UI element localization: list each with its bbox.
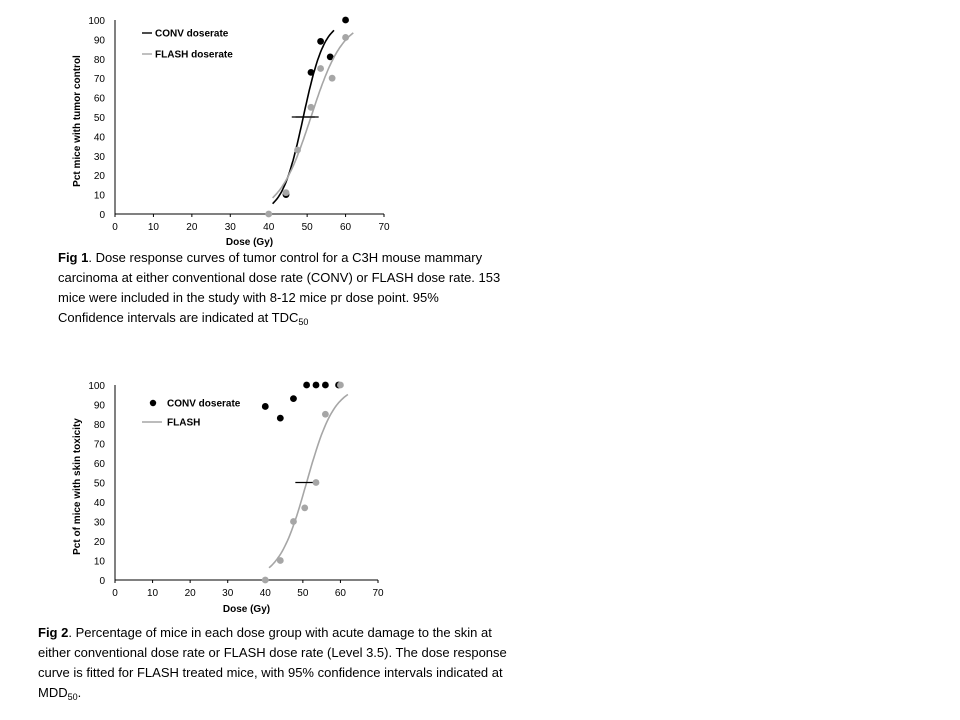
fig1-caption-text: . Dose response curves of tumor control for a C3H mouse mammary carcinoma at either conventional dose rate (CONV) or FLASH dose rate. 153 mice were included in the study with 8-12 mice pr dose point. 95% Confidence intervals are indicated at TDC [58, 250, 501, 325]
fig1-x-tick-label: 0 [112, 222, 118, 233]
fig2-caption-suffix: . [77, 685, 82, 700]
fig1-x-tick-label: 30 [224, 222, 236, 233]
fig2-y-axis-label: Pct of mice with skin toxicity [72, 418, 83, 555]
fig1-x-tick-label: 40 [263, 222, 275, 233]
fig1-y-tick-label: 90 [93, 35, 105, 47]
fig2-series-conv-point [313, 382, 320, 389]
fig1-series-flash-point [283, 189, 290, 196]
fig1-caption-subscript: 50 [298, 317, 309, 327]
fig1-x-tick-label: 50 [301, 222, 313, 233]
fig1-y-tick-label: 50 [93, 113, 105, 124]
fig2-series-flash-point [322, 411, 329, 418]
fig2-y-tick-label: 80 [93, 420, 105, 431]
fig2-series-flash-point [337, 382, 344, 389]
fig1-y-tick-label: 40 [93, 132, 105, 144]
fig1-series-conv-point [342, 17, 349, 24]
fig2-caption-text: . Percentage of mice in each dose group with acute damage to the skin at either conventional dose rate or FLASH dose rate (Level 3.5). The dose response curve is fitted for FLASH treated mice, with 95% confidence intervals indicated at MDD [38, 625, 507, 700]
fig2-series-flash-point [313, 479, 320, 486]
fig2-y-tick-label: 100 [88, 381, 105, 392]
fig2-y-tick-label: 90 [93, 400, 105, 412]
fig2-x-tick-label: 50 [297, 588, 309, 599]
fig2-series-flash-point [290, 518, 297, 525]
fig2-y-tick-label: 50 [93, 478, 105, 490]
fig1-y-tick-label: 60 [93, 93, 105, 105]
fig2-y-tick-label: 60 [93, 459, 105, 470]
fig2-y-tick-label: 0 [99, 576, 105, 587]
fig1-series-flash-legend-label: FLASH doserate [155, 49, 233, 61]
fig1-series-flash-point [308, 104, 315, 111]
fig2-x-tick-label: 60 [334, 588, 346, 599]
fig2-caption [38, 623, 518, 703]
fig1-y-tick-label: 70 [93, 74, 105, 86]
fig1-series-flash [142, 33, 353, 218]
fig1-series-flash-point [265, 211, 272, 218]
fig1-x-tick-label: 70 [378, 222, 390, 233]
fig1-x-tick-label: 20 [186, 222, 198, 233]
fig1-caption-label: Fig 1 [58, 250, 89, 265]
fig1-series-flash-point [317, 65, 324, 72]
fig2-x-axis-label: Dose (Gy) [222, 604, 271, 615]
fig1-y-axis-label: Pct mice with tumor control [72, 55, 83, 187]
fig2-series-flash-legend-label: FLASH [167, 417, 201, 429]
fig2-caption-subscript: 50 [67, 692, 78, 702]
fig2-x-tick-label: 70 [372, 588, 384, 599]
fig2-series-conv-point [322, 382, 329, 389]
fig2-series-flash-point [277, 557, 284, 564]
fig2-x-tick-label: 0 [112, 588, 118, 599]
fig2-y-tick-label: 30 [93, 517, 105, 529]
fig2-series-flash-point [301, 504, 308, 511]
fig1-y-tick-label: 0 [99, 210, 105, 221]
fig1-y-tick-label: 100 [88, 16, 105, 27]
fig2-y-tick-label: 40 [93, 498, 105, 509]
fig2-series-conv-legend-label: CONV doserate [167, 398, 241, 410]
fig1-x-tick-label: 10 [147, 222, 159, 233]
fig1-y-tick-label: 30 [93, 151, 105, 163]
fig1-series-conv [142, 17, 349, 204]
fig1-plot [72, 16, 390, 248]
fig2-y-tick-label: 70 [93, 439, 105, 451]
fig2-series-conv-point [277, 415, 284, 422]
fig2-caption-label: Fig 2 [38, 625, 69, 640]
fig2-series-conv [150, 382, 342, 422]
fig1-series-flash-point [294, 147, 301, 154]
fig1-series-conv-point [308, 69, 315, 76]
fig2-y-tick-label: 10 [93, 556, 105, 568]
fig1-x-tick-label: 60 [340, 222, 352, 233]
fig1-y-tick-label: 10 [93, 190, 105, 202]
fig2-series-conv-point [303, 382, 310, 389]
fig1-series-conv-point [317, 38, 324, 45]
fig2-x-tick-label: 20 [184, 588, 196, 599]
fig1-series-conv-legend-label: CONV doserate [155, 28, 229, 40]
fig2-plot [72, 381, 384, 615]
fig2-y-tick-label: 20 [93, 537, 105, 548]
fig1-y-tick-label: 80 [93, 54, 105, 66]
fig1-series-flash-fit-curve [273, 33, 354, 198]
fig1-x-axis-label: Dose (Gy) [225, 237, 274, 248]
fig1-y-tick-label: 20 [93, 171, 105, 183]
fig2-series-conv-point [262, 403, 269, 410]
fig2-x-tick-label: 10 [147, 588, 159, 599]
fig1-series-flash-point [342, 34, 349, 41]
fig2-series-conv-point [290, 395, 297, 402]
fig1-caption [58, 248, 508, 328]
fig2-x-tick-label: 30 [222, 588, 234, 599]
fig1-series-flash-point [329, 75, 336, 82]
fig2-x-tick-label: 40 [259, 588, 271, 599]
fig2-series-flash-point [262, 577, 269, 584]
fig2-series-conv-legend-marker [150, 400, 156, 406]
fig2-series-flash [142, 382, 348, 584]
